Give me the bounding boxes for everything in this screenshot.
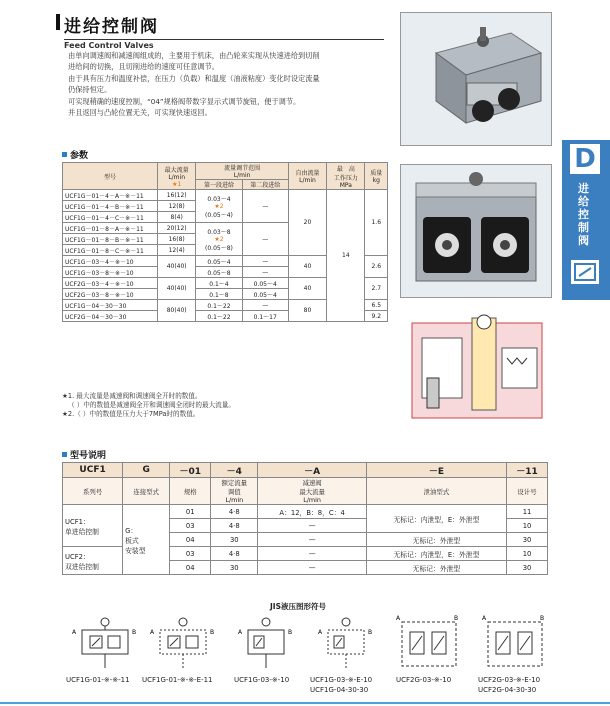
table-row: UCF1G－01－8－C－※－11 12(4) — [63, 245, 388, 256]
params-table — [62, 162, 388, 322]
table-row: UCF2G－04－30－30 0.1～22 0.1～17 9.2 — [63, 311, 388, 322]
table-row: 04 30 — 无标记：外泄型 30 — [63, 533, 548, 547]
jis-label: UCF2G-03-※-10 — [396, 676, 452, 684]
jis-label: UCF2G-04-30-30 — [478, 686, 537, 694]
desc-line: 并且返回与凸轮位置无关，可实现快速返回。 — [68, 108, 212, 118]
table-row: UCF1G－03－4－※－10 40(40) 0.05～4 — 40 2.6 — [63, 256, 388, 267]
jis-symbol-6 — [482, 614, 548, 674]
jis-label: UCF1G-03-※-E-10 — [310, 676, 373, 684]
port-label-a: A — [482, 615, 487, 622]
jis-label: UCF1G-03-※-10 — [234, 676, 290, 684]
desc-line: 可实现稍确的速度控制，“04”规格阀带数字显示式调节旋钮，便于调节。 — [68, 96, 301, 106]
table-row: UCF1G－01－4－C－※－11 8(4) — [63, 212, 388, 223]
jis-symbol-2 — [148, 614, 218, 674]
valve-photo-2 — [401, 165, 551, 297]
port-label-a: A — [318, 629, 323, 636]
product-photo-double — [400, 164, 552, 298]
table-row: 03 4·8 — 10 — [63, 519, 548, 533]
desc-line: 进给间的切换，且切削进给的速度可任意调节。 — [68, 62, 219, 72]
jis-symbol-3 — [236, 614, 296, 674]
table-row: UCF1： 单进给控制 G： 板式 安装型 01 4·8 A：12，B：8，C：4 无标记：内泄型，E：外泄型 11 — [63, 505, 548, 519]
footer-divider — [0, 702, 610, 704]
table-row: UCF1G－01－4－A－※－11 16(12) 0.03～4 ★2 (0.05～4) — 20 14 1.6 — [63, 190, 388, 201]
model-code-table — [62, 462, 548, 575]
section-letter: D — [570, 144, 600, 174]
jis-title: JIS液压图形符号 — [270, 602, 326, 611]
model-heading: 型号说明 — [62, 448, 106, 461]
jis-label: UCF2G-03-※-E-10 — [478, 676, 541, 684]
jis-symbol-5 — [396, 614, 462, 674]
table-row: UCF2G－03－8－※－10 0.1～8 0.05～4 — [63, 289, 388, 300]
table-row: UCF1G－03－8－※－10 0.05～8 — — [63, 267, 388, 278]
jis-label: UCF1G-01-※-※-E-11 — [142, 676, 213, 684]
port-label-a: A — [72, 629, 77, 636]
valve-symbol-icon — [571, 260, 599, 284]
valve-section — [402, 308, 554, 426]
table-row: UCF1G－01－8－A－※－11 20(12) 0.03～8 ★2 (0.05～8) — — [63, 223, 388, 234]
cross-section-diagram — [402, 308, 554, 426]
description — [68, 50, 398, 118]
table-row: UCF1G－01－4－B－※－11 12(8) — [63, 201, 388, 212]
page-header — [64, 12, 394, 50]
jis-label: UCF1G-01-※-※-11 — [66, 676, 130, 684]
params-header-row: 型号 最大流量 L/min ★1 流量调节范围 L/min 自由流量 L/min 最 高 工作压力 MPa 质量 kg — [63, 163, 388, 180]
table-row: UCF2： 双进给控制 03 4·8 — 无标记：内泄型，E：外泄型 10 — [63, 547, 548, 561]
desc-line: 由于具有压力和温度补偿，在压力（负载）和温度（油液粘度）变化时设定流量 — [68, 73, 320, 83]
code-row: UCF1 G －01 －4 －A －E －11 — [63, 463, 548, 478]
port-label-b: B — [288, 629, 293, 636]
section-tab — [562, 140, 610, 300]
params-notes — [62, 392, 235, 419]
port-label-b: B — [540, 615, 545, 622]
jis-symbol-4 — [316, 614, 376, 674]
page-title: 进给控制阀 — [64, 17, 159, 37]
section-tab-label: 进给控制阀 — [578, 182, 589, 247]
table-row: UCF1G－01－8－B－※－11 16(8) — [63, 234, 388, 245]
note-line: （ ）中的数值是减速阀全开和调速阀全闭时的最大流量。 — [68, 401, 235, 409]
table-row: UCF2G－03－4－※－10 40(40) 0.1～4 0.05～4 40 2.7 — [63, 278, 388, 289]
table-row: UCF1G－04－30－30 80(40) 0.1～22 — 80 6.5 — [63, 300, 388, 311]
port-label-b: B — [368, 629, 373, 636]
desc-line: 由单向调速阀和减速阀组成的，主要用于机床，由凸轮来实现从快速进给到切削 — [68, 51, 320, 60]
jis-label: UCF1G-04-30-30 — [310, 686, 369, 694]
port-label-b: B — [210, 629, 215, 636]
port-label-a: A — [396, 615, 401, 622]
params-heading: 参数 — [62, 148, 88, 161]
params-subheader-row: 第一段进给 第二段进给 — [63, 180, 388, 190]
port-label-b: B — [132, 629, 137, 636]
table-row: 04 30 — 无标记：外泄型 30 — [63, 561, 548, 575]
note-line: ★2.（ ）中的数值是压力大于7MPa时的数值。 — [62, 410, 200, 418]
port-label-a: A — [238, 629, 243, 636]
desc-line: 仍保持恒定。 — [68, 85, 112, 95]
code-header-row: 系列号 连接型式 规格 额定流量 调值 L/min 减速阀 最大流量 L/min 泄油型式 设计号 — [63, 478, 548, 505]
port-label-a: A — [150, 629, 155, 636]
valve-photo-1 — [401, 13, 551, 145]
jis-symbol-1 — [70, 614, 140, 674]
note-line: ★1. 最大流量是减速阀和调速阀全开时的数值。 — [62, 392, 202, 400]
port-label-b: B — [454, 615, 459, 622]
product-photo-single — [400, 12, 552, 146]
page-subtitle: Feed Control Valves — [64, 39, 384, 50]
